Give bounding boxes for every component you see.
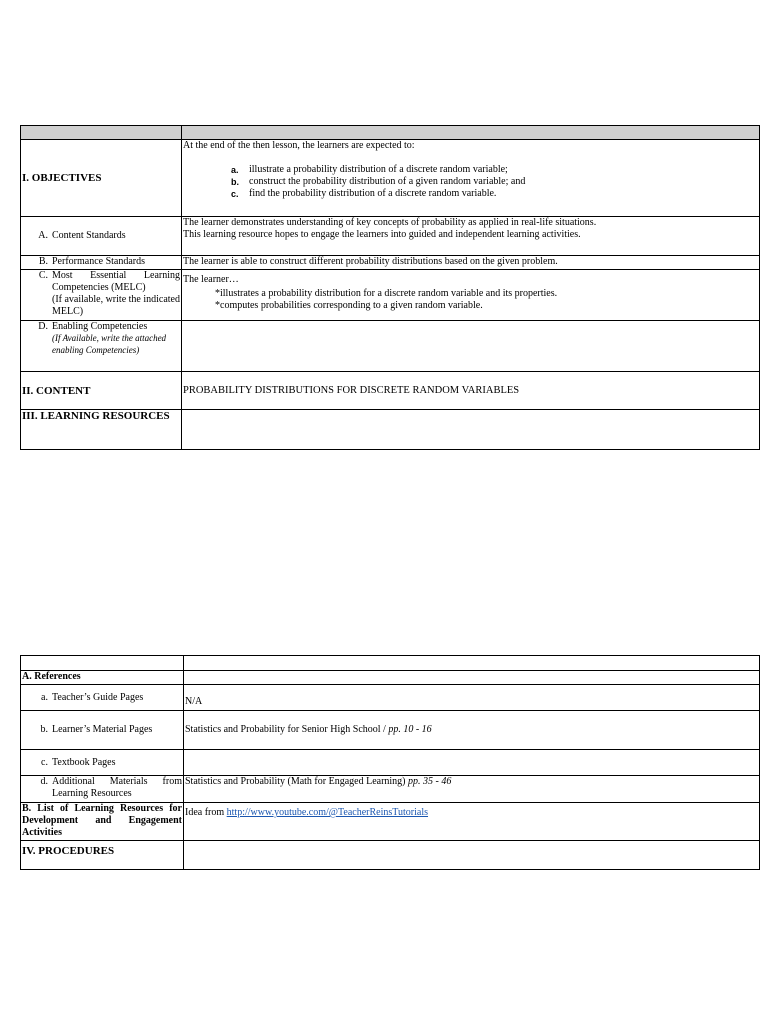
objectives-intro: At the end of the then lesson, the learners are expected to: <box>183 140 415 151</box>
melc-title: Most Essential Learning Competencies (MELC) <box>52 270 180 293</box>
objective-item <box>183 188 758 200</box>
objectives-row <box>21 140 760 217</box>
procedures-label: IV. PROCEDURES <box>21 841 184 870</box>
item-marker: C. <box>38 270 48 281</box>
content-cell: PROBABILITY DISTRIBUTIONS FOR DISCRETE RANDOM VARIABLES <box>182 372 760 410</box>
additional-materials-value: Statistics and Probability (Math for Engaged Learning) <box>185 776 409 787</box>
melc-row <box>21 270 760 321</box>
melc-competency: *computes probabilities corresponding to a given random variable. <box>215 300 483 311</box>
item-marker: B. <box>38 256 48 267</box>
enabling-row <box>21 321 760 372</box>
item-marker: D. <box>38 321 48 332</box>
objective-item <box>183 176 758 188</box>
content-standards-line: The learner demonstrates understanding of key concepts of probability as applied in real-life situations. <box>183 217 597 228</box>
header-cell-left <box>21 126 182 140</box>
melc-cell <box>182 270 760 321</box>
list-resources-cell <box>184 803 760 841</box>
textbook-cell <box>184 750 760 776</box>
lesson-plan-table-1 <box>20 125 760 450</box>
references-row <box>21 671 760 685</box>
references-cell <box>184 671 760 685</box>
content-standards-cell <box>182 217 760 256</box>
additional-materials-label <box>21 776 184 803</box>
melc-intro: The learner… <box>183 274 239 285</box>
content-standards-label <box>21 217 182 256</box>
additional-materials-pages: pp. 35 - 46 <box>408 776 452 787</box>
content-standards-text: Content Standards <box>52 230 126 241</box>
content-label: II. CONTENT <box>21 372 182 410</box>
content-standards-row <box>21 217 760 256</box>
list-resources-label: B. List of Learning Resources for Development and Engagement Activities <box>21 803 184 841</box>
procedures-cell <box>184 841 760 870</box>
table2-header-right <box>184 656 760 671</box>
table2-header-left <box>21 656 184 671</box>
content-row <box>21 372 760 410</box>
references-label: A. References <box>21 671 184 685</box>
objective-marker: a. <box>231 165 239 175</box>
performance-standards-text: Performance Standards <box>52 256 146 267</box>
additional-materials-text: Additional Materials from Learning Resources <box>52 776 182 799</box>
teachers-guide-row <box>21 685 760 711</box>
objective-text: find the probability distribution of a discrete random variable. <box>249 188 497 199</box>
teachers-guide-label <box>21 685 184 711</box>
objectives-cell <box>182 140 760 217</box>
objectives-label: I. OBJECTIVES <box>21 140 182 217</box>
teachers-guide-text: Teacher’s Guide Pages <box>52 691 144 703</box>
list-resources-prefix: Idea from <box>185 807 227 818</box>
learners-material-row <box>21 711 760 750</box>
objective-text: illustrate a probability distribution of a discrete random variable; <box>249 164 508 175</box>
learning-resources-cell <box>182 410 760 450</box>
table2-header-row <box>21 656 760 671</box>
enabling-title: Enabling Competencies <box>52 321 148 332</box>
melc-note: (If available, write the indicated MELC) <box>52 294 180 317</box>
enabling-note: (If Available, write the attached enabling Competencies) <box>52 333 167 355</box>
procedures-row <box>21 841 760 870</box>
objectives-list <box>183 164 758 200</box>
item-marker: d. <box>40 776 48 787</box>
learners-material-cell <box>184 711 760 750</box>
enabling-label <box>21 321 182 372</box>
melc-label <box>21 270 182 321</box>
learners-material-text: Learner’s Material Pages <box>52 724 153 735</box>
melc-competency: *illustrates a probability distribution for a discrete random variable and its properties. <box>215 288 558 299</box>
enabling-cell <box>182 321 760 372</box>
learners-material-value: Statistics and Probability for Senior High School / <box>185 724 389 735</box>
performance-standards-label <box>21 256 182 270</box>
performance-standards-cell: The learner is able to construct different probability distributions based on the given problem. <box>182 256 760 270</box>
header-cell-right <box>182 126 760 140</box>
content-standards-line: This learning resource hopes to engage the learners into guided and independent learning activities. <box>183 229 581 240</box>
teachers-guide-cell: N/A <box>184 685 760 711</box>
item-marker: c. <box>41 756 48 768</box>
table-header-row <box>21 126 760 140</box>
list-resources-row <box>21 803 760 841</box>
learners-material-label <box>21 711 184 750</box>
objective-item <box>183 164 758 176</box>
objective-marker: c. <box>231 189 239 199</box>
item-marker: a. <box>41 691 48 703</box>
item-marker: A. <box>38 230 48 241</box>
textbook-row <box>21 750 760 776</box>
lesson-plan-table-2 <box>20 655 760 870</box>
additional-materials-cell <box>184 776 760 803</box>
item-marker: b. <box>40 724 48 735</box>
performance-standards-row <box>21 256 760 270</box>
learners-material-pages: pp. 10 - 16 <box>388 724 432 735</box>
objective-text: construct the probability distribution of a given random variable; and <box>249 176 526 187</box>
textbook-label <box>21 750 184 776</box>
youtube-link[interactable]: http://www.youtube.com/@TeacherReinsTutorials <box>226 807 429 818</box>
objective-marker: b. <box>231 177 239 187</box>
textbook-text: Textbook Pages <box>52 756 116 768</box>
learning-resources-row <box>21 410 760 450</box>
learning-resources-label: III. LEARNING RESOURCES <box>21 410 182 450</box>
additional-materials-row <box>21 776 760 803</box>
